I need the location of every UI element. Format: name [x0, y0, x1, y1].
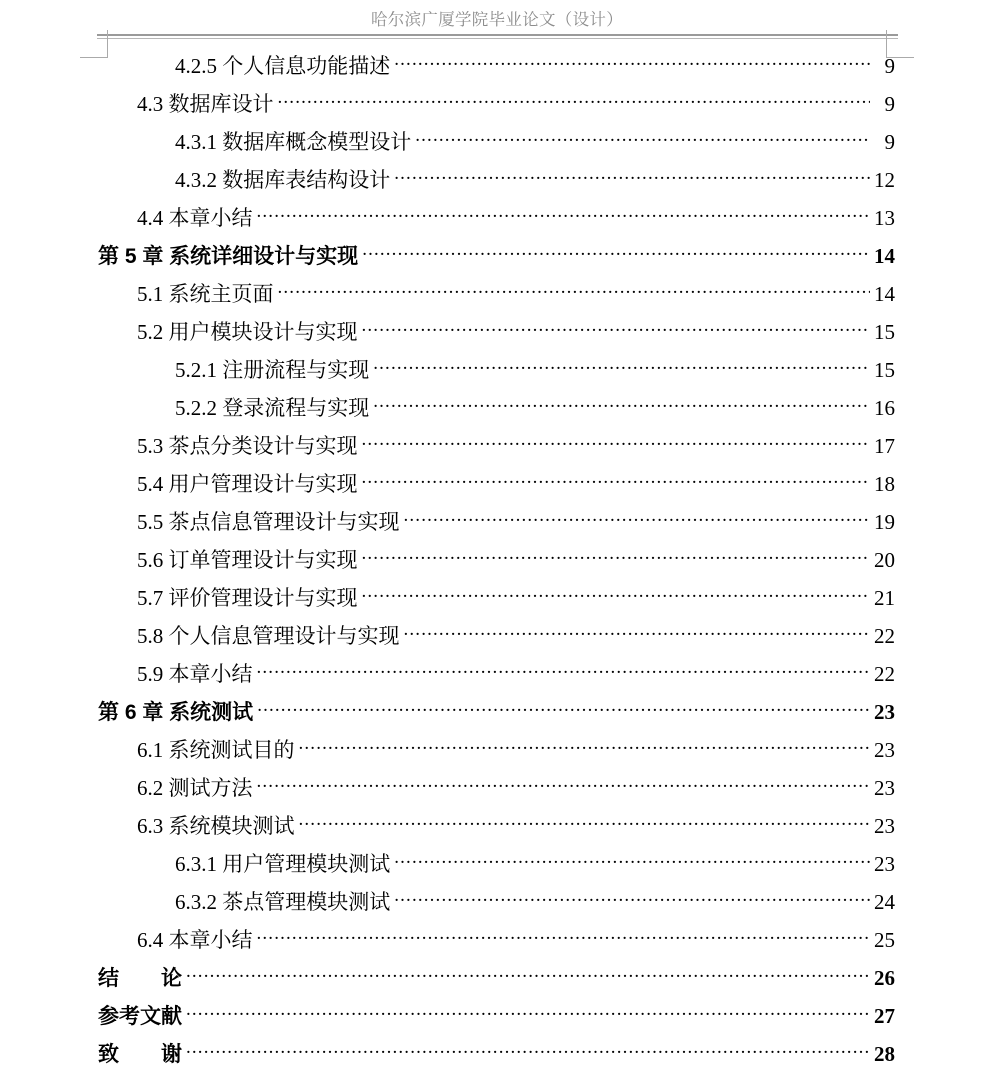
toc-entry[interactable]: [0, 246, 994, 284]
toc-entry[interactable]: [0, 664, 994, 702]
toc-entry-label: 致 谢: [98, 1043, 182, 1066]
toc-leader-dots: [362, 247, 870, 263]
toc-entry[interactable]: [0, 968, 994, 1006]
toc-entry-page-number: 27: [874, 1004, 895, 1028]
toc-entry-page-number: 16: [874, 396, 895, 420]
toc-entry-page-number: 23: [874, 814, 895, 838]
toc-entry-label: 结 论: [98, 967, 182, 990]
toc-entry-page-number: 13: [874, 206, 895, 230]
header-divider-rule: [97, 34, 898, 39]
toc-leader-dots: [415, 133, 870, 149]
toc-entry[interactable]: [0, 94, 994, 132]
toc-entry-label: 5.4 用户管理设计与实现: [137, 472, 358, 496]
toc-entry-page-number: 26: [874, 966, 895, 990]
toc-entry-page-number: 21: [874, 586, 895, 610]
toc-entry[interactable]: [0, 816, 994, 854]
table-of-contents: [0, 56, 994, 1082]
toc-entry[interactable]: [0, 626, 994, 664]
toc-leader-dots: [362, 589, 871, 605]
toc-entry[interactable]: [0, 322, 994, 360]
toc-leader-dots: [257, 931, 871, 947]
toc-entry-label: 6.3.1 用户管理模块测试: [175, 852, 391, 876]
toc-entry-page-number: 20: [874, 548, 895, 572]
toc-leader-dots: [394, 171, 870, 187]
toc-entry[interactable]: [0, 550, 994, 588]
toc-entry-label: 5.3 茶点分类设计与实现: [137, 434, 358, 458]
toc-leader-dots: [362, 323, 871, 339]
toc-entry[interactable]: [0, 208, 994, 246]
toc-entry-page-number: 15: [874, 320, 895, 344]
toc-entry[interactable]: [0, 474, 994, 512]
toc-entry-label: 5.7 评价管理设计与实现: [137, 586, 358, 610]
toc-entry[interactable]: [0, 702, 994, 740]
toc-entry-label: 参考文献: [98, 1005, 182, 1028]
toc-leader-dots: [373, 361, 870, 377]
toc-leader-dots: [362, 475, 871, 491]
toc-entry[interactable]: [0, 778, 994, 816]
toc-entry[interactable]: [0, 132, 994, 170]
toc-leader-dots: [299, 741, 871, 757]
toc-entry-page-number: 25: [874, 928, 895, 952]
toc-entry[interactable]: [0, 740, 994, 778]
margin-crop-mark-left: [80, 30, 108, 58]
toc-entry-page-number: 14: [874, 282, 895, 306]
toc-entry-label: 5.6 订单管理设计与实现: [137, 548, 358, 572]
toc-entry-page-number: 22: [874, 624, 895, 648]
toc-entry-label: 4.3.2 数据库表结构设计: [175, 168, 391, 192]
toc-entry-label: 6.4 本章小结: [137, 928, 253, 952]
toc-entry-page-number: 19: [874, 510, 895, 534]
header-rule-thick: [97, 34, 898, 36]
toc-leader-dots: [186, 1007, 870, 1023]
toc-leader-dots: [186, 969, 870, 985]
page-header: [0, 0, 994, 46]
toc-entry[interactable]: [0, 854, 994, 892]
toc-entry-page-number: 15: [874, 358, 895, 382]
toc-entry-page-number: 23: [874, 776, 895, 800]
toc-leader-dots: [186, 1045, 870, 1061]
toc-leader-dots: [278, 95, 871, 111]
toc-entry[interactable]: [0, 284, 994, 322]
toc-entry-label: 5.5 茶点信息管理设计与实现: [137, 510, 400, 534]
toc-entry-page-number: 9: [884, 92, 895, 116]
toc-entry-label: 4.2.5 个人信息功能描述: [175, 54, 391, 78]
toc-entry-label: 6.1 系统测试目的: [137, 738, 295, 762]
toc-leader-dots: [404, 513, 871, 529]
toc-leader-dots: [394, 57, 870, 73]
toc-entry-label: 5.2 用户模块设计与实现: [137, 320, 358, 344]
toc-entry-label: 4.3.1 数据库概念模型设计: [175, 130, 412, 154]
toc-entry-page-number: 23: [874, 738, 895, 762]
toc-entry[interactable]: [0, 930, 994, 968]
toc-entry-label: 5.2.2 登录流程与实现: [175, 396, 370, 420]
toc-leader-dots: [278, 285, 871, 301]
toc-entry-label: 5.1 系统主页面: [137, 282, 274, 306]
toc-entry-label: 4.3 数据库设计: [137, 92, 274, 116]
toc-entry-label: 5.9 本章小结: [137, 662, 253, 686]
toc-entry-label: 第 6 章 系统测试: [98, 701, 254, 724]
toc-entry[interactable]: [0, 398, 994, 436]
toc-leader-dots: [394, 855, 870, 871]
toc-entry[interactable]: [0, 360, 994, 398]
toc-leader-dots: [257, 779, 871, 795]
toc-entry-page-number: 28: [874, 1042, 895, 1066]
toc-entry-page-number: 22: [874, 662, 895, 686]
toc-entry-label: 第 5 章 系统详细设计与实现: [98, 245, 359, 268]
toc-entry[interactable]: [0, 512, 994, 550]
toc-leader-dots: [257, 665, 871, 681]
toc-entry[interactable]: [0, 1006, 994, 1044]
toc-leader-dots: [373, 399, 870, 415]
header-rule-thin: [97, 38, 898, 39]
toc-entry-page-number: 12: [874, 168, 895, 192]
toc-entry-page-number: 9: [884, 54, 895, 78]
toc-entry-page-number: 9: [884, 130, 895, 154]
crop-mark-vertical-line: [107, 30, 108, 58]
toc-leader-dots: [362, 437, 871, 453]
toc-entry-label: 5.2.1 注册流程与实现: [175, 358, 370, 382]
toc-entry[interactable]: [0, 588, 994, 626]
toc-entry[interactable]: [0, 56, 994, 94]
toc-entry-page-number: 18: [874, 472, 895, 496]
toc-entry-label: 6.3 系统模块测试: [137, 814, 295, 838]
toc-entry-label: 5.8 个人信息管理设计与实现: [137, 624, 400, 648]
toc-entry-page-number: 23: [874, 852, 895, 876]
toc-entry-label: 6.3.2 茶点管理模块测试: [175, 890, 391, 914]
toc-leader-dots: [394, 893, 870, 909]
toc-leader-dots: [404, 627, 871, 643]
document-header-title: 哈尔滨广厦学院毕业论文（设计）: [371, 11, 623, 29]
toc-entry-page-number: 23: [874, 700, 895, 724]
toc-leader-dots: [362, 551, 871, 567]
toc-entry[interactable]: [0, 892, 994, 930]
toc-leader-dots: [257, 209, 871, 225]
toc-entry-label: 6.2 测试方法: [137, 776, 253, 800]
toc-entry-page-number: 24: [874, 890, 895, 914]
toc-leader-dots: [299, 817, 871, 833]
toc-entry-page-number: 14: [874, 244, 895, 268]
toc-leader-dots: [257, 703, 870, 719]
toc-entry[interactable]: [0, 436, 994, 474]
toc-entry-label: 4.4 本章小结: [137, 206, 253, 230]
toc-entry[interactable]: [0, 170, 994, 208]
toc-entry-page-number: 17: [874, 434, 895, 458]
